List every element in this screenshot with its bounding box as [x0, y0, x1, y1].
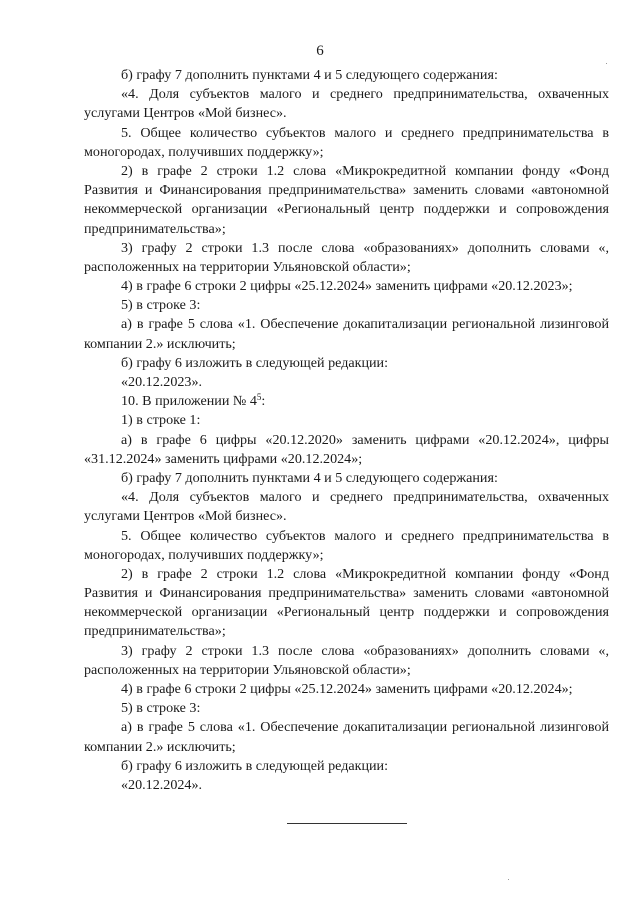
- paragraph: 2) в графе 2 строки 1.2 слова «Микрокредитной компании фонду «Фонд Развития и Финансирования предпринимательства» заменить словами «автономной некоммерческой организации «Региональный центр поддержки и сопровождения предпринимательства»;: [84, 565, 609, 640]
- paragraph: 1) в строке 1:: [121, 412, 201, 429]
- paragraph: «4. Доля субъектов малого и среднего предпринимательства, охваченных услугами Центров «Мой бизнес».: [84, 489, 609, 525]
- paragraph: 3) графу 2 строки 1.3 после слова «образованиях» дополнить словами «, расположенных на территории Ульяновской области»;: [84, 239, 609, 275]
- paragraph: 4) в графе 6 строки 2 цифры «25.12.2024» заменить цифрами «20.12.2024»;: [121, 681, 573, 697]
- paragraph: 3) графу 2 строки 1.3 после слова «образованиях» дополнить словами «, расположенных на территории Ульяновской области»;: [84, 642, 609, 678]
- paragraph: «4. Доля субъектов малого и среднего предпринимательства, охваченных услугами Центров «Мой бизнес».: [84, 86, 609, 122]
- paragraph: 5. Общее количество субъектов малого и среднего предпринимательства в моногородах, получивших поддержку»;: [84, 124, 609, 160]
- paragraph: 5) в строке 3:: [121, 700, 201, 717]
- document-body: [84, 66, 609, 795]
- paragraph: а) в графе 5 слова «1. Обеспечение докапитализации региональной лизинговой компании 2.» исключить;: [84, 719, 609, 755]
- scan-speck: [606, 63, 607, 64]
- paragraph: 2) в графе 2 строки 1.2 слова «Микрокредитной компании фонду «Фонд Развития и Финансирования предпринимательства» заменить словами «автономной некоммерческой организации «Региональный центр поддержки и сопровождения предпринимательства»;: [84, 162, 609, 237]
- paragraph: б) графу 6 изложить в следующей редакции:: [121, 757, 389, 774]
- appendix-heading-suffix: :: [261, 393, 266, 410]
- paragraph: б) графу 7 дополнить пунктами 4 и 5 следующего содержания:: [121, 469, 498, 486]
- paragraph: «20.12.2023».: [121, 374, 203, 390]
- paragraph: б) графу 7 дополнить пунктами 4 и 5 следующего содержания:: [121, 67, 498, 83]
- scan-speck: [508, 879, 509, 880]
- paragraph: 4) в графе 6 строки 2 цифры «25.12.2024» заменить цифрами «20.12.2023»;: [121, 278, 573, 295]
- paragraph: а) в графе 6 цифры «20.12.2020» заменить цифрами «20.12.2024», цифры «31.12.2024» заменить цифрами «20.12.2024»;: [84, 431, 609, 467]
- paragraph: а) в графе 5 слова «1. Обеспечение докапитализации региональной лизинговой компании 2.» исключить;: [84, 316, 609, 352]
- appendix-superscript: 5: [256, 392, 262, 403]
- paragraph: 5. Общее количество субъектов малого и среднего предпринимательства в моногородах, получивших поддержку»;: [84, 527, 609, 563]
- end-separator-line: [287, 823, 407, 824]
- page-number: 6: [316, 43, 324, 59]
- appendix-heading-text: 10. В приложении № 4: [121, 393, 257, 410]
- paragraph: 5) в строке 3:: [121, 297, 201, 314]
- paragraph: «20.12.2024».: [121, 776, 203, 793]
- paragraph: б) графу 6 изложить в следующей редакции:: [121, 354, 389, 371]
- appendix-heading: [84, 392, 609, 411]
